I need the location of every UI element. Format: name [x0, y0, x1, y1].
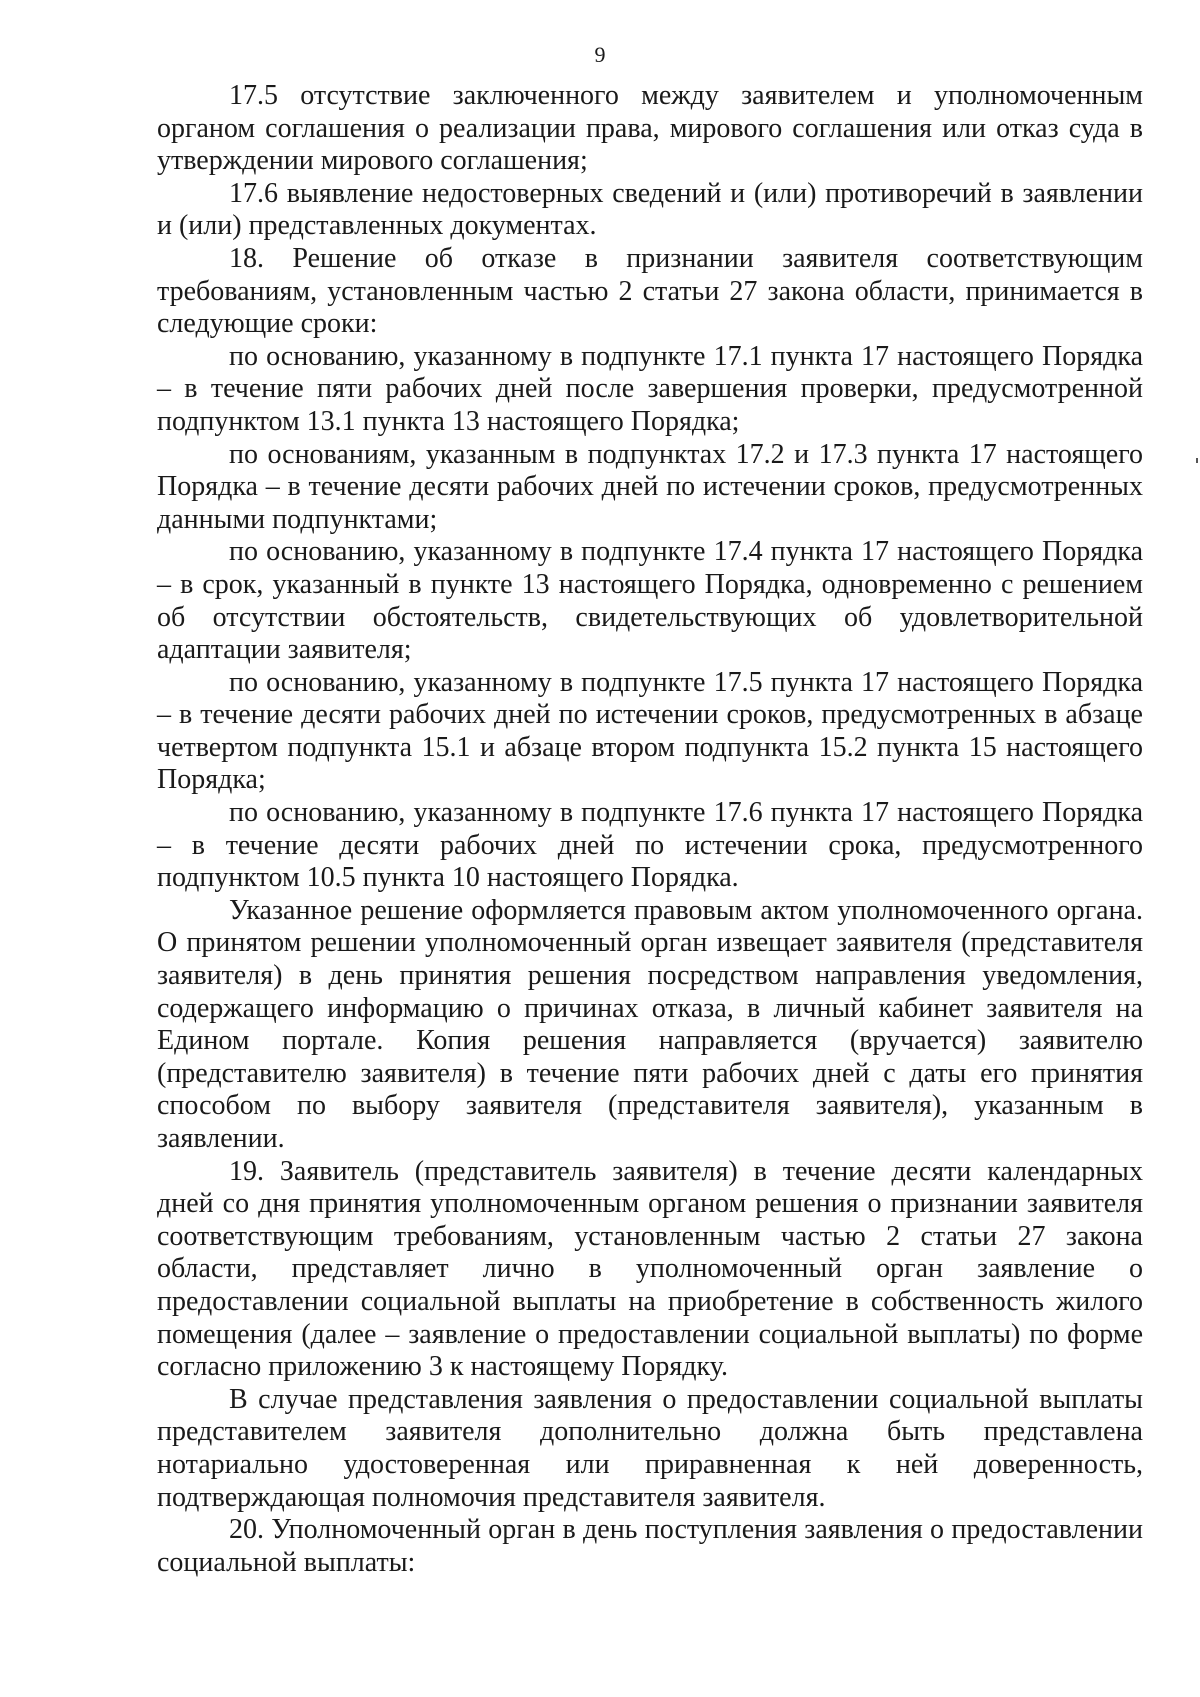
- scan-speck: [1196, 458, 1198, 463]
- page-number: 9: [594, 42, 606, 67]
- paragraph-18: 18. Решение об отказе в признании заявителя соответствующим требованиям, установленным частью 2 статьи 27 закона области, принимается в следующие сроки:: [157, 242, 1143, 340]
- document-body: [157, 80, 1143, 1579]
- paragraph-18-ground-17-1: по основанию, указанному в подпункте 17.1 пункта 17 настоящего Порядка – в течение пяти рабочих дней после завершения проверки, предусмотренной подпунктом 13.1 пункта 13 настоящего Порядка;: [157, 340, 1143, 437]
- paragraph-17-5: 17.5 отсутствие заключенного между заявителем и уполномоченным органом соглашения о реализации права, мирового соглашения или отказ суда в утверждении мирового соглашения;: [157, 80, 1143, 177]
- paragraph-18-ground-17-4: по основанию, указанному в подпункте 17.4 пункта 17 настоящего Порядка – в срок, указанный в пункте 13 настоящего Порядка, одновременно с решением об отсутствии обстоятельств, свидетельствующих об удовлетворительной адаптации заявителя;: [157, 536, 1143, 666]
- paragraph-18-ground-17-5: по основанию, указанному в подпункте 17.5 пункта 17 настоящего Порядка – в течение десяти рабочих дней по истечении сроков, предусмотренных в абзаце четвертом подпункта 15.1 и абзаце втором подпункта 15.2 пункта 15 настоящего Порядка;: [157, 666, 1143, 796]
- paragraph-19: 19. Заявитель (представитель заявителя) в течение десяти календарных дней со дня принятия уполномоченным органом решения о признании заявителя соответствующим требованиям, установленным частью 2 статьи 27 закона области, представляет лично в уполномоченный орган заявление о предоставлении социальной выплаты на приобретение в собственность жилого помещения (далее – заявление о предоставлении социальной выплаты) по форме согласно приложению 3 к настоящему Порядку.: [157, 1155, 1143, 1383]
- paragraph-18-ground-17-6: по основанию, указанному в подпункте 17.6 пункта 17 настоящего Порядка – в течение десяти рабочих дней по истечении срока, предусмотренного подпунктом 10.5 пункта 10 настоящего Порядка.: [157, 797, 1143, 894]
- paragraph-decision-notice: Указанное решение оформляется правовым актом уполномоченного органа. О принятом решении уполномоченный орган извещает заявителя (представителя заявителя) в день принятия решения посредством направления уведомления, содержащего информацию о причинах отказа, в личный кабинет заявителя на Едином портале. Копия решения направляется (вручается) заявителю (представителю заявителя) в течение пяти рабочих дней с даты его принятия способом по выбору заявителя (представителя заявителя), указанным в заявлении.: [157, 894, 1143, 1154]
- paragraph-representative: В случае представления заявления о предоставлении социальной выплаты представителем заявителя дополнительно должна быть представлена нотариально удостоверенная или приравненная к ней доверенность, подтверждающая полномочия представителя заявителя.: [157, 1383, 1143, 1513]
- paragraph-20: 20. Уполномоченный орган в день поступления заявления о предоставлении социальной выплаты:: [157, 1514, 1143, 1578]
- paragraph-17-6: 17.6 выявление недостоверных сведений и (или) противоречий в заявлении и (или) представленных документах.: [157, 177, 1143, 242]
- paragraph-18-ground-17-2-17-3: по основаниям, указанным в подпунктах 17.2 и 17.3 пункта 17 настоящего Порядка – в течение десяти рабочих дней по истечении сроков, предусмотренных данными подпунктами;: [157, 438, 1143, 535]
